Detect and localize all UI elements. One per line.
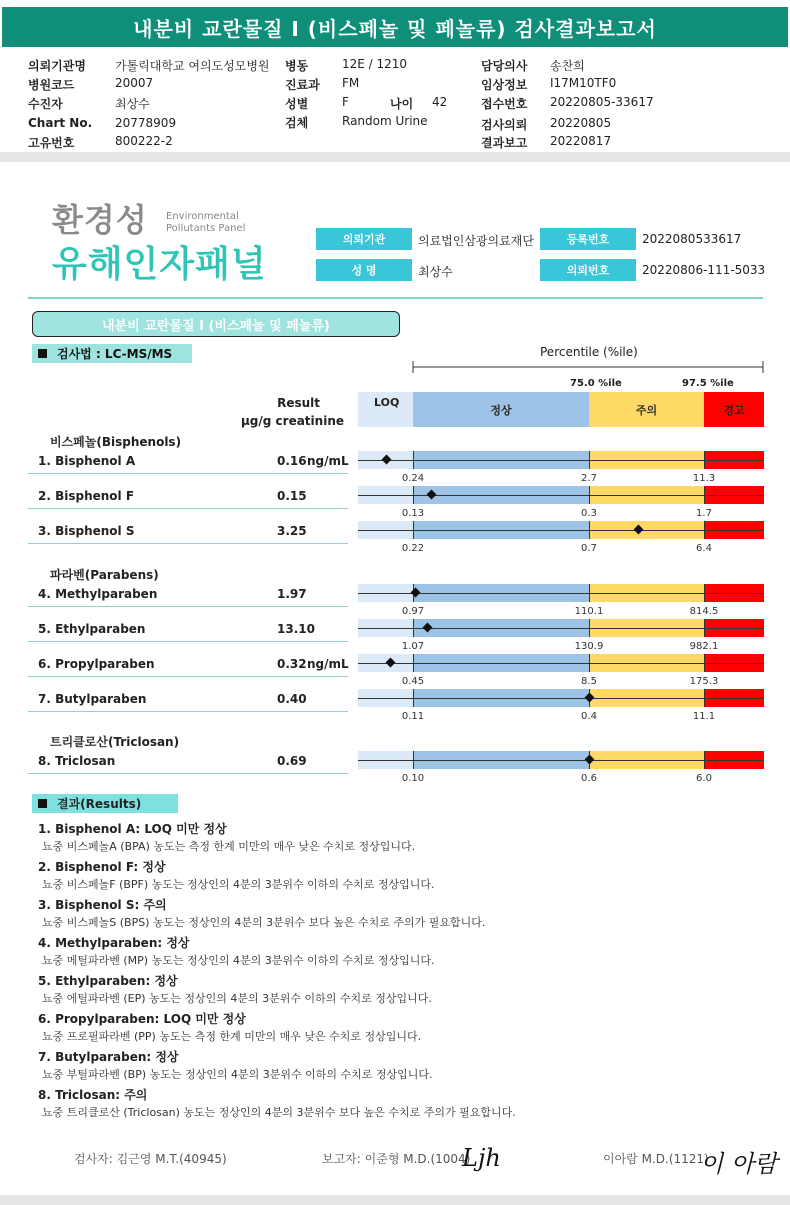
doctor-signature: 이아람 M.D.(1121)	[603, 1152, 709, 1166]
header-label: 병원코드	[28, 78, 75, 92]
header-label: Chart No.	[28, 116, 93, 130]
header-value: 12E / 1210	[342, 57, 408, 71]
result-heading: 8. Triclosan: 주의	[38, 1088, 148, 1102]
result-text: 뇨중 부틸파라벤 (BP) 농도는 정상인의 4분의 3분위수 이하의 수치로 정상입니다.	[42, 1068, 433, 1081]
row-bar	[358, 584, 764, 602]
report-title: 내분비 교란물질 I (비스페놀 및 페놀류) 검사결과보고서	[2, 7, 788, 47]
bar-divider	[413, 521, 414, 539]
row-bar	[358, 486, 764, 504]
result-heading: 7. Butylparaben: 정상	[38, 1050, 179, 1064]
row-name: 2. Bisphenol F	[38, 489, 135, 503]
row-unit: ng/mL	[307, 454, 349, 468]
bar-divider	[704, 689, 705, 707]
bar-divider	[589, 521, 590, 539]
result-heading: 2. Bisphenol F: 정상	[38, 860, 166, 874]
bar-divider	[413, 689, 414, 707]
method-label	[32, 344, 192, 363]
result-heading: 6. Propylparaben: LOQ 미만 정상	[38, 1012, 246, 1026]
row-bar	[358, 751, 764, 769]
reg-label: 등록번호	[540, 228, 636, 250]
tester-signature: 검사자: 김근영 M.T.(40945)	[74, 1152, 227, 1166]
reg-value: 2022080533617	[642, 232, 742, 246]
header-label: 병동	[285, 59, 309, 73]
percentile-bracket	[410, 360, 766, 374]
bar-tick-label: 130.9	[574, 641, 604, 652]
teal-divider	[28, 297, 763, 299]
panel-title: 내분비 교란물질 I (비스페놀 및 페놀류)	[32, 311, 400, 337]
header-value: 송찬희	[550, 59, 585, 73]
header-value: 가톨릭대학교 여의도성모병원	[115, 59, 270, 73]
separator-band	[0, 152, 790, 162]
result-text: 뇨중 에틸파라벤 (EP) 농도는 정상인의 4분의 3분위수 이하의 수치로 정상입니다.	[42, 992, 432, 1005]
header-label: 검체	[285, 116, 309, 130]
reporter-sign-mark: Ljh	[462, 1144, 501, 1172]
header-label: 의뢰기관명	[28, 59, 86, 73]
bar-tick-label: 1.07	[401, 641, 425, 652]
p975-label: 97.5 %ile	[682, 378, 734, 389]
bar-divider	[704, 521, 705, 539]
row-name: 8. Triclosan	[38, 754, 116, 768]
percentile-label: Percentile (%ile)	[540, 345, 638, 359]
bar-tick-label: 1.7	[696, 508, 712, 519]
result-head-1: Result	[277, 396, 320, 410]
bar-tick-label: 2.7	[581, 473, 597, 484]
bar-tick-label: 6.0	[696, 773, 712, 784]
result-text: 뇨중 메틸파라벤 (MP) 농도는 정상인의 4분의 3분위수 이하의 수치로 정상입니다.	[42, 954, 435, 967]
result-heading: 5. Ethylparaben: 정상	[38, 974, 178, 988]
bar-tick-label: 0.6	[581, 773, 597, 784]
bar-divider	[589, 486, 590, 504]
header-value: 20007	[115, 76, 154, 90]
bar-divider	[704, 654, 705, 672]
header-value: FM	[342, 76, 360, 90]
method-text: 검사법 : LC-MS/MS	[57, 347, 173, 361]
result-text: 뇨중 트리클로산 (Triclosan) 농도는 정상인의 4분의 3분위수 보다 높은 수치로 주의가 필요합니다.	[42, 1106, 516, 1119]
header-value: F	[342, 95, 349, 109]
bar-tick-label: 175.3	[689, 676, 719, 687]
result-text: 뇨중 비스페놀S (BPS) 농도는 정상인의 4분의 3분위수 보다 높은 수치로 주의가 필요합니다.	[42, 916, 486, 929]
footer-band	[0, 1195, 790, 1205]
header-value: 최상수	[115, 97, 150, 111]
header-label: 진료과	[285, 78, 320, 92]
row-underline	[28, 641, 348, 642]
row-bar	[358, 451, 764, 469]
row-underline	[28, 543, 348, 544]
row-name: 1. Bisphenol A	[38, 454, 136, 468]
result-text: 뇨중 프로필파라벤 (PP) 농도는 측정 한계 미만의 매우 낮은 수치로 정상입니다.	[42, 1030, 422, 1043]
header-label: 검사의뢰	[481, 118, 528, 132]
doctor-sign-mark: 이 아람	[700, 1150, 778, 1178]
result-heading: 3. Bisphenol S: 주의	[38, 898, 167, 912]
bar-tick-label: 6.4	[696, 543, 712, 554]
row-value: 0.15	[277, 489, 307, 503]
category-triclosan: 트리클로산(Triclosan)	[50, 735, 180, 749]
bar-tick-label: 0.13	[401, 508, 425, 519]
row-bar	[358, 654, 764, 672]
header-label: 고유번호	[28, 136, 75, 150]
age-label: 나이	[390, 97, 414, 111]
result-text: 뇨중 비스페놀F (BPF) 농도는 정상인의 4분의 3분위수 이하의 수치로 정상입니다.	[42, 878, 435, 891]
header-label: 수진자	[28, 97, 63, 111]
header-label: 임상정보	[481, 78, 528, 92]
bar-divider	[589, 619, 590, 637]
logo-line-2: 유해인자패널	[52, 244, 267, 285]
band-loq: LOQ	[358, 392, 429, 427]
row-name: 5. Ethylparaben	[38, 622, 146, 636]
bar-tick-label: 0.11	[401, 711, 425, 722]
row-name: 3. Bisphenol S	[38, 524, 135, 538]
row-bar	[358, 619, 764, 637]
bar-divider	[704, 619, 705, 637]
bar-divider	[413, 751, 414, 769]
logo-sub-1: Environmental	[166, 211, 239, 222]
reporter-signature: 보고자: 이준형 M.D.(1004)	[322, 1152, 471, 1166]
header-value: 20220805	[550, 116, 612, 130]
row-name: 4. Methylparaben	[38, 587, 158, 601]
bar-tick-label: 814.5	[689, 606, 719, 617]
result-head-2: μg/g creatinine	[240, 414, 344, 428]
category-bisphenols: 비스페놀(Bisphenols)	[50, 435, 182, 449]
org-label: 의뢰기관	[316, 228, 412, 250]
row-value: 3.25	[277, 524, 307, 538]
logo-line-1: 환경성	[52, 201, 148, 239]
row-underline	[28, 676, 348, 677]
bar-divider	[589, 584, 590, 602]
bar-divider	[704, 584, 705, 602]
result-text: 뇨중 비스페놀A (BPA) 농도는 측정 한계 미만의 매우 낮은 수치로 정상입니다.	[42, 840, 416, 853]
header-label: 결과보고	[481, 136, 528, 150]
row-value: 13.10	[277, 622, 315, 636]
row-bar	[358, 521, 764, 539]
bar-tick-label: 0.7	[581, 543, 597, 554]
row-underline	[28, 711, 348, 712]
header-value: 20220817	[550, 134, 612, 148]
bullet-square-icon	[38, 349, 47, 358]
results-title	[32, 794, 178, 813]
bar-divider	[413, 486, 414, 504]
req-label: 의뢰번호	[540, 259, 636, 281]
result-heading: 1. Bisphenol A: LOQ 미만 정상	[38, 822, 227, 836]
bar-tick-label: 0.22	[401, 543, 425, 554]
row-value: 1.97	[277, 587, 307, 601]
row-value: 0.32	[277, 657, 307, 671]
band-caution: 주의	[589, 392, 704, 427]
row-name: 6. Propylparaben	[38, 657, 155, 671]
header-value: 800222-2	[115, 134, 173, 148]
bar-divider	[413, 654, 414, 672]
header-value: 20778909	[115, 116, 177, 130]
header-label: 성별	[285, 97, 309, 111]
bar-tick-label: 110.1	[574, 606, 604, 617]
header-value: 20220805-33617	[550, 95, 654, 109]
logo-sub-2: Pollutants Panel	[166, 223, 246, 234]
bar-divider	[704, 486, 705, 504]
row-name: 7. Butylparaben	[38, 692, 147, 706]
row-underline	[28, 473, 348, 474]
result-heading: 4. Methylparaben: 정상	[38, 936, 190, 950]
header-value: I17M10TF0	[550, 76, 617, 90]
row-bar	[358, 689, 764, 707]
p75-label: 75.0 %ile	[570, 378, 622, 389]
bar-divider	[704, 751, 705, 769]
bar-divider	[589, 654, 590, 672]
row-underline	[28, 508, 348, 509]
results-title-text: 결과(Results)	[57, 797, 142, 811]
bar-tick-label: 0.24	[401, 473, 425, 484]
band-warning: 경고	[704, 392, 764, 427]
category-parabens: 파라벤(Parabens)	[50, 568, 159, 582]
row-underline	[28, 773, 348, 774]
name-label: 성 명	[316, 259, 412, 281]
header-label: 접수번호	[481, 97, 528, 111]
row-value: 0.16	[277, 454, 307, 468]
row-underline	[28, 606, 348, 607]
header-label: 담당의사	[481, 59, 528, 73]
req-value: 20220806-111-5033	[642, 263, 766, 277]
row-value: 0.69	[277, 754, 307, 768]
header-value: Random Urine	[342, 114, 428, 128]
bar-tick-label: 8.5	[581, 676, 597, 687]
bar-tick-label: 11.3	[692, 473, 716, 484]
name-value: 최상수	[418, 265, 453, 279]
bar-divider	[413, 451, 414, 469]
bar-tick-label: 0.3	[581, 508, 597, 519]
row-value: 0.40	[277, 692, 307, 706]
bar-divider	[589, 451, 590, 469]
bar-tick-label: 0.10	[401, 773, 425, 784]
band-normal: 정상	[413, 392, 589, 427]
bar-tick-label: 11.1	[692, 711, 716, 722]
bar-divider	[704, 451, 705, 469]
age-value: 42	[432, 95, 448, 109]
bar-tick-label: 0.45	[401, 676, 425, 687]
row-unit: ng/mL	[307, 657, 349, 671]
bar-tick-label: 0.4	[581, 711, 597, 722]
bullet-square-icon	[38, 799, 47, 808]
bar-divider	[413, 619, 414, 637]
bar-tick-label: 982.1	[689, 641, 719, 652]
bar-tick-label: 0.97	[401, 606, 425, 617]
org-value: 의료법인삼광의료재단	[418, 234, 534, 248]
